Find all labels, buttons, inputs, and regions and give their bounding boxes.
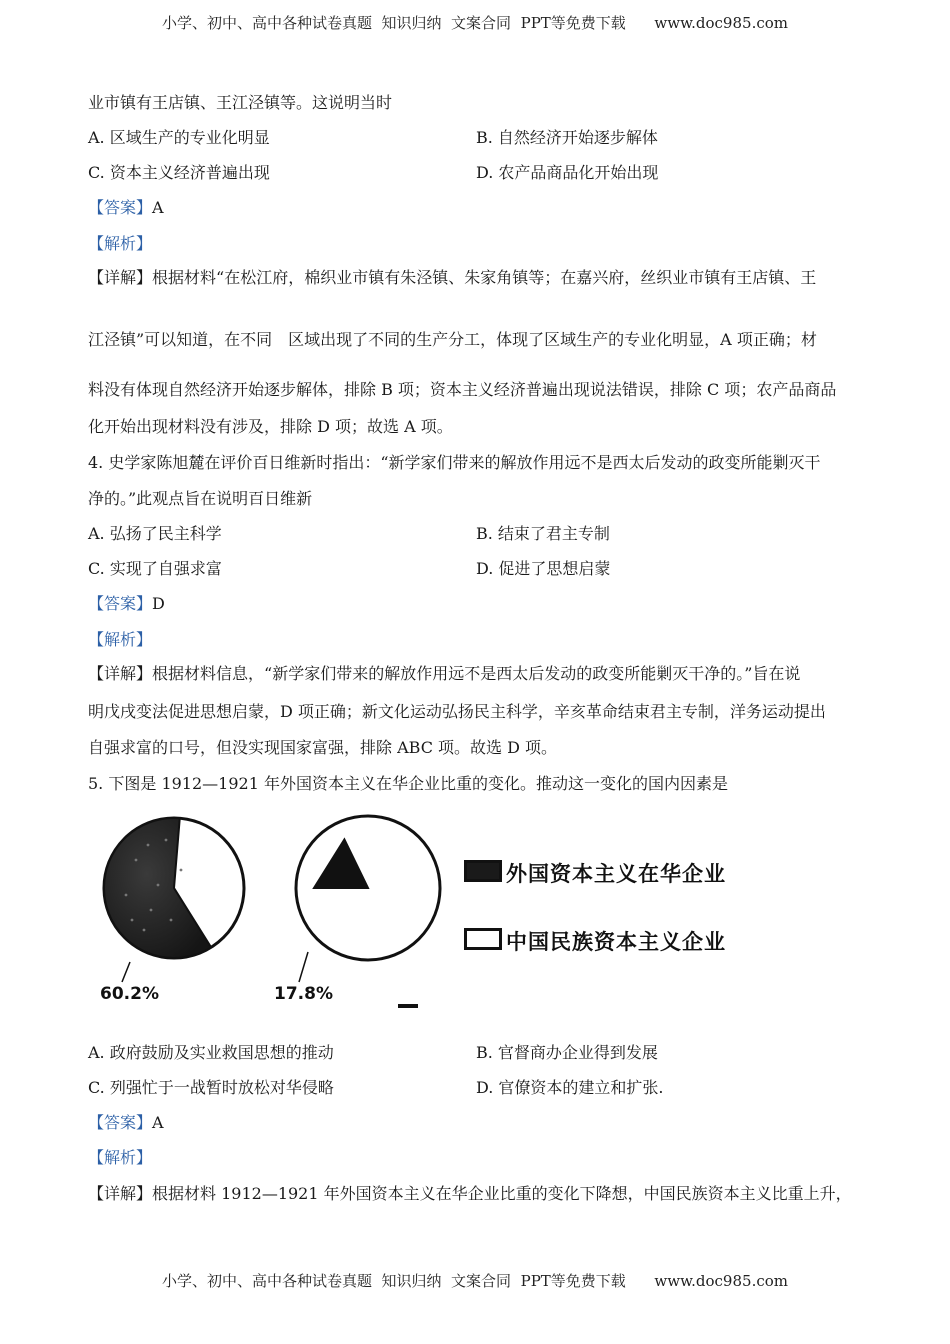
- q3-stem-tail: 业市镇有王店镇、王江泾镇等。这说明当时: [88, 93, 393, 112]
- answer-value: A: [152, 198, 164, 217]
- q4-stem-line-1: 4. 史学家陈旭麓在评价百日维新时指出：“新学家们带来的解放作用远不是西太后发动的政变所能剿灭干: [88, 453, 821, 472]
- crop-mark: [398, 1004, 418, 1008]
- texture-speck: [125, 894, 128, 897]
- texture-speck: [135, 859, 138, 862]
- detail-tag: 【详解】: [88, 664, 153, 683]
- q3-option-d: D. 农产品商品化开始出现: [476, 163, 659, 182]
- page-footer: 小学、初中、高中各种试卷真题 知识归纳 文案合同 PPT等免费下载 www.doc985.com: [161, 1272, 788, 1290]
- q5-option-d: D. 官僚资本的建立和扩张.: [476, 1078, 664, 1097]
- answer-tag: 【答案】: [88, 1113, 153, 1132]
- pie-1912-label: 60.2%: [100, 984, 159, 1004]
- q3-detail-line-4: 化开始出现材料没有涉及，排除 D 项；故选 A 项。: [88, 417, 453, 436]
- q5-option-a: A. 政府鼓励及实业救国思想的推动: [88, 1043, 334, 1062]
- pie-1921-leader-line: [299, 952, 308, 982]
- q3-option-b: B. 自然经济开始逐步解体: [476, 128, 658, 147]
- texture-speck: [157, 884, 160, 887]
- detail-text: 根据材料“在松江府，棉织业市镇有朱泾镇、朱家角镇等；在嘉兴府，丝织业市镇有王店镇、王: [152, 268, 817, 287]
- q4-option-d: D. 促进了思想启蒙: [476, 559, 611, 578]
- texture-speck: [170, 919, 173, 922]
- detail-tag: 【详解】: [88, 1184, 153, 1203]
- q4-detail-line-3: 自强求富的口号，但没实现国家富强，排除 ABC 项。故选 D 项。: [88, 738, 558, 757]
- q4-option-a: A. 弘扬了民主科学: [88, 524, 222, 543]
- q4-option-c: C. 实现了自强求富: [88, 559, 222, 578]
- detail-text: 根据材料信息，“新学家们带来的解放作用远不是西太后发动的政变所能剿灭干净的。”旨在说: [152, 664, 801, 683]
- pie-chart-svg: [96, 800, 736, 1010]
- answer-value: A: [152, 1113, 164, 1132]
- q5-analysis-tag: 【解析】: [88, 1148, 153, 1167]
- pie-1912-leader-line: [122, 962, 130, 982]
- texture-speck: [131, 919, 134, 922]
- texture-speck: [147, 844, 150, 847]
- q5-answer: [88, 1110, 164, 1133]
- q3-answer: [88, 195, 164, 218]
- answer-tag: 【答案】: [88, 594, 153, 613]
- detail-text: 根据材料 1912—1921 年外国资本主义在华企业比重的变化下降想，中国民族资本主义比重上升，: [152, 1184, 852, 1203]
- q3-analysis-tag: 【解析】: [88, 234, 153, 253]
- q5-option-b: B. 官督商办企业得到发展: [476, 1043, 658, 1062]
- answer-tag: 【答案】: [88, 198, 153, 217]
- q3-detail-line-3: 料没有体现自然经济开始逐步解体，排除 B 项；资本主义经济普遍出现说法错误，排除 C 项；农产品商品: [88, 380, 837, 399]
- q5-stem: 5. 下图是 1912—1921 年外国资本主义在华企业比重的变化。推动这一变化的国内因素是: [88, 774, 728, 793]
- q4-answer: [88, 591, 165, 614]
- legend-label-national: 中国民族资本主义企业: [506, 930, 726, 954]
- texture-speck: [150, 909, 153, 912]
- legend-label-foreign: 外国资本主义在华企业: [506, 862, 726, 886]
- texture-speck: [165, 839, 168, 842]
- pie-chart-figure: [96, 800, 736, 1010]
- q3-detail-line-2: 江泾镇”可以知道，在不同 区域出现了不同的生产分工，体现了区域生产的专业化明显，A 项正确；材: [88, 330, 817, 349]
- texture-speck: [143, 929, 146, 932]
- pie-1921-label: 17.8%: [274, 984, 333, 1004]
- q3-option-c: C. 资本主义经济普遍出现: [88, 163, 270, 182]
- texture-speck: [180, 869, 183, 872]
- pie-1921: [296, 816, 440, 960]
- legend-swatch-national: [464, 928, 502, 950]
- legend-swatch-foreign: [464, 860, 502, 882]
- q4-detail-line-2: 明戊戌变法促进思想启蒙，D 项正确；新文化运动弘扬民主科学，辛亥革命结束君主专制，洋务运动提出: [88, 702, 826, 721]
- q4-detail-line-1: [88, 661, 800, 684]
- pie-1912: [104, 818, 244, 958]
- answer-value: D: [152, 594, 165, 613]
- detail-tag: 【详解】: [88, 268, 153, 287]
- q4-analysis-tag: 【解析】: [88, 630, 153, 649]
- q4-stem-line-2: 净的。”此观点旨在说明百日维新: [88, 489, 313, 508]
- q5-detail-line-1: [88, 1181, 852, 1204]
- q4-option-b: B. 结束了君主专制: [476, 524, 610, 543]
- q3-option-a: A. 区域生产的专业化明显: [88, 128, 270, 147]
- q3-detail-line-1: [88, 265, 816, 288]
- page-header: 小学、初中、高中各种试卷真题 知识归纳 文案合同 PPT等免费下载 www.doc985.com: [161, 14, 788, 32]
- q5-option-c: C. 列强忙于一战暂时放松对华侵略: [88, 1078, 334, 1097]
